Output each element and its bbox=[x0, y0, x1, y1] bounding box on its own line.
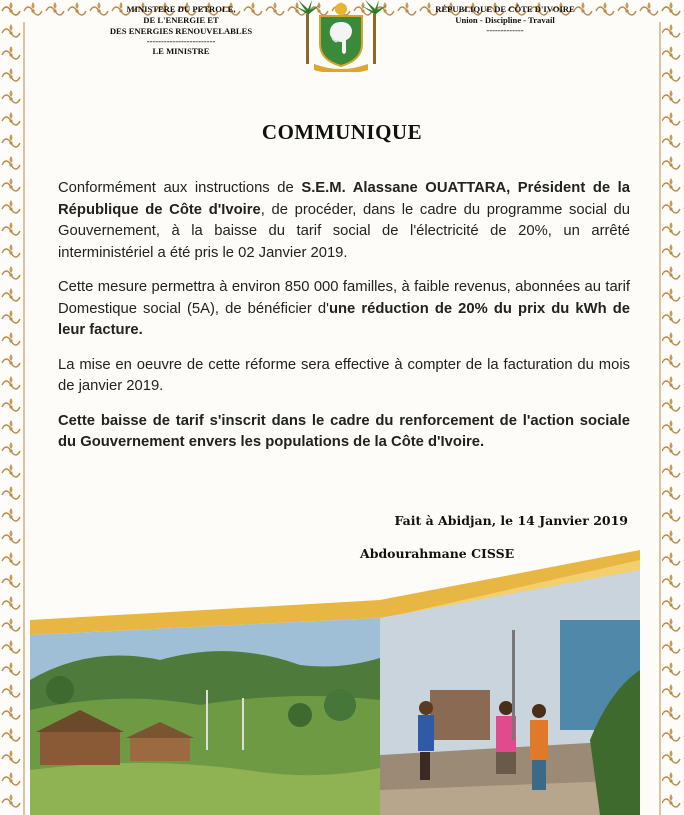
village-photo bbox=[30, 618, 380, 815]
ministry-header bbox=[86, 4, 276, 57]
paragraph-1 bbox=[58, 178, 630, 264]
paragraph-1-rest: , de procéder, dans le cadre du programme social du Gouvernement, à la baisse du tarif social de l'électricité de 20%, un arrêté interministériel a été pris le 02 Janvier 2019. bbox=[58, 201, 630, 261]
photo-collage bbox=[0, 540, 684, 815]
cote-divoire-coat-of-arms-icon bbox=[292, 0, 390, 72]
paragraph-2-intro: Cette mesure permettra à environ 850 000 familles, à faible revenus, abonnées au tarif Domestique social (5A), de bénéficier d' bbox=[58, 279, 630, 317]
communique-body bbox=[58, 178, 630, 467]
paragraph-4-text: Cette baisse de tarif s'inscrit dans le cadre du renforcement de l'action sociale du Gouvernement envers les populations de la Côte d'Ivoire. bbox=[58, 412, 630, 450]
paragraph-3: La mise en oeuvre de cette réforme sera effective à compter de la facturation du mois de janvier 2019. bbox=[58, 356, 630, 394]
republic-motto: Union - Discipline - Travail bbox=[455, 15, 555, 25]
page-title: COMMUNIQUE bbox=[261, 120, 423, 144]
paragraph-2-reduction: une réduction de 20% du prix du kWh de leur facture. bbox=[58, 300, 631, 338]
ministry-line-3: DES ENERGIES RENOUVELABLES bbox=[109, 26, 253, 36]
ministry-line-2: DE L'ENERGIE ET bbox=[143, 15, 219, 25]
signatory-name: Abdourahmane CISSE bbox=[360, 546, 515, 561]
ministry-separator: ------------------------ bbox=[146, 36, 216, 46]
ministry-line-1: MINISTERE DU PETROLE, bbox=[126, 4, 236, 14]
republic-header bbox=[410, 4, 600, 35]
republic-separator: ------------- bbox=[486, 25, 524, 35]
paragraph-2 bbox=[58, 277, 630, 342]
republic-name: RÉPUBLIQUE DE CÔTE D'IVOIRE bbox=[435, 4, 575, 14]
paragraph-4 bbox=[58, 411, 630, 454]
paragraph-1-intro: Conformément aux instructions de bbox=[58, 180, 302, 196]
paragraph-1-president: S.E.M. Alassane OUATTARA, Président de la République de Côte d'Ivoire bbox=[58, 180, 631, 218]
place-date: Fait à Abidjan, le 14 Janvier 2019 bbox=[394, 513, 628, 528]
ministry-line-4: LE MINISTRE bbox=[152, 46, 210, 56]
